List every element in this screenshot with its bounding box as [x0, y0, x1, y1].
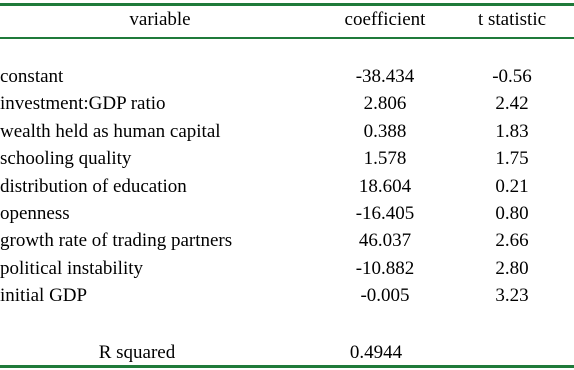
table-row: [0, 282, 574, 309]
row-variable: constant: [0, 66, 64, 87]
footer-value: 0.4944: [349, 342, 403, 363]
row-variable: political instability: [0, 258, 144, 279]
row-t-statistic: -0.56: [492, 66, 532, 87]
row-coefficient: 0.388: [363, 121, 407, 142]
row-variable: growth rate of trading partners: [0, 230, 233, 251]
table-header-rule: [0, 37, 574, 39]
row-coefficient: -16.405: [355, 203, 415, 224]
row-t-statistic: 0.80: [495, 203, 529, 224]
row-variable: initial GDP: [0, 285, 88, 306]
table-row: [0, 145, 574, 172]
table-row: [0, 63, 574, 90]
table-row: [0, 173, 574, 200]
row-variable: schooling quality: [0, 148, 132, 169]
row-t-statistic: 2.66: [495, 230, 529, 251]
row-coefficient: -10.882: [355, 258, 415, 279]
row-variable: wealth held as human capital: [0, 121, 221, 142]
row-t-statistic: 2.80: [495, 258, 529, 279]
row-variable: distribution of education: [0, 176, 187, 197]
header-t-statistic: t statistic: [477, 9, 547, 30]
row-coefficient: -0.005: [360, 285, 410, 306]
table-row: [0, 118, 574, 145]
row-coefficient: 2.806: [363, 93, 407, 114]
table-row: [0, 200, 574, 227]
table-header-row: [0, 6, 574, 33]
table-footer-row: [0, 339, 574, 366]
row-t-statistic: 1.75: [495, 148, 529, 169]
row-variable: openness: [0, 203, 70, 224]
footer-label: R squared: [98, 342, 176, 363]
row-coefficient: 46.037: [358, 230, 412, 251]
row-coefficient: -38.434: [355, 66, 415, 87]
row-coefficient: 18.604: [358, 176, 412, 197]
row-t-statistic: 3.23: [495, 285, 529, 306]
header-coefficient: coefficient: [344, 9, 426, 30]
row-variable: investment:GDP ratio: [0, 93, 166, 114]
table-row: [0, 227, 574, 254]
row-coefficient: 1.578: [363, 148, 407, 169]
row-t-statistic: 2.42: [495, 93, 529, 114]
row-t-statistic: 0.21: [495, 176, 529, 197]
table-row: [0, 255, 574, 282]
table-bottom-rule: [0, 365, 574, 368]
header-variable: variable: [129, 9, 191, 30]
row-t-statistic: 1.83: [495, 121, 529, 142]
table-row: [0, 90, 574, 117]
